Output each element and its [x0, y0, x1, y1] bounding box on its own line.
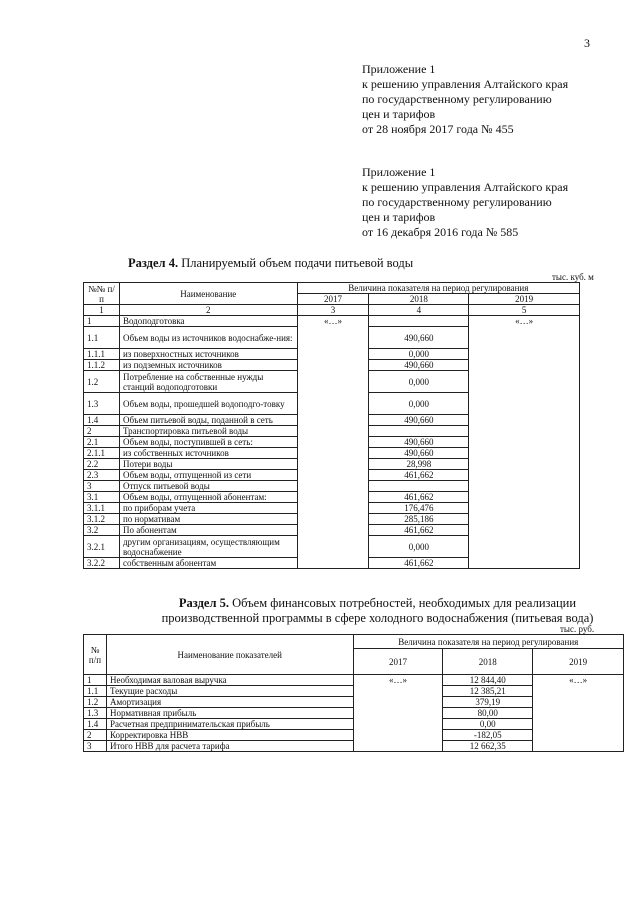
value-2018: 28,998	[369, 459, 469, 470]
section4-units: тыс. куб. м	[552, 272, 594, 282]
value-2018: 379,19	[443, 697, 533, 708]
section5-units: тыс. руб.	[560, 624, 595, 634]
value-2018: 0,000	[369, 393, 469, 415]
section4-title-text: Планируемый объем подачи питьевой воды	[178, 256, 414, 270]
row-name: Потребление на собственные нужды станций водоподготовки	[119, 371, 297, 393]
row-num: 1.1	[84, 327, 120, 349]
appendix-line: цен и тарифов	[362, 107, 436, 121]
row-name: другим организациям, осуществляющим водоснабжение	[119, 536, 297, 558]
header-period: Величина показателя на период регулирования	[297, 283, 579, 294]
value-2018: 0,000	[369, 371, 469, 393]
row-name: Потери воды	[119, 459, 297, 470]
row-name: Расчетная предпринимательская прибыль	[106, 719, 353, 730]
value-2018: 490,660	[369, 437, 469, 448]
appendix-block-1	[362, 62, 568, 137]
section5-title	[130, 596, 625, 626]
row-num: 1.3	[84, 708, 107, 719]
appendix-line: от 16 декабря 2016 года № 585	[362, 225, 519, 239]
value-2018: 461,662	[369, 470, 469, 481]
appendix-line: цен и тарифов	[362, 210, 436, 224]
row-num: 1	[84, 316, 120, 327]
row-num: 1.1.2	[84, 360, 120, 371]
appendix-line: по государственному регулированию	[362, 92, 552, 106]
row-num: 2.1.1	[84, 448, 120, 459]
row-num: 2.3	[84, 470, 120, 481]
header-name: Наименование показателей	[106, 635, 353, 675]
section4-title-bold: Раздел 4.	[128, 256, 179, 270]
row-num: 2.2	[84, 459, 120, 470]
row-num: 1.1.1	[84, 349, 120, 360]
index-cell: 2	[119, 305, 297, 316]
row-name: Текущие расходы	[106, 686, 353, 697]
value-2018: 12 844,40	[443, 675, 533, 686]
value-2018: 490,660	[369, 415, 469, 426]
header-num: №№ п/п	[84, 283, 120, 305]
value-2018	[369, 316, 469, 327]
value-2018: 461,662	[369, 492, 469, 503]
row-name: Корректировка НВВ	[106, 730, 353, 741]
header-num: № п/п	[84, 635, 107, 675]
table-row	[84, 316, 580, 327]
index-cell: 4	[369, 305, 469, 316]
row-name: Объем воды, поступившей в сеть:	[119, 437, 297, 448]
appendix-line: от 28 ноября 2017 года № 455	[362, 122, 514, 136]
appendix-block-2	[362, 165, 568, 240]
row-num: 3.2	[84, 525, 120, 536]
value-2018: 0,000	[369, 536, 469, 558]
row-name: Объем воды из источников водоснабже-ния:	[119, 327, 297, 349]
row-num: 1.3	[84, 393, 120, 415]
header-name: Наименование	[119, 283, 297, 305]
row-num: 3.1	[84, 492, 120, 503]
row-name: Транспортировка питьевой воды	[119, 426, 297, 437]
header-year-2017: 2017	[353, 649, 443, 675]
index-cell: 3	[297, 305, 369, 316]
value-2019-ellipsis: «…»	[533, 675, 624, 752]
section4-table	[83, 282, 580, 569]
header-year-2019: 2019	[533, 649, 624, 675]
header-year-2019: 2019	[469, 294, 580, 305]
section5-table	[83, 634, 624, 752]
row-num: 1	[84, 675, 107, 686]
section5-title-bold: Раздел 5.	[178, 596, 229, 610]
row-name: Объем воды, прошедшей водоподго-товку	[119, 393, 297, 415]
row-name: По абонентам	[119, 525, 297, 536]
page-number: 3	[584, 36, 590, 50]
value-2019-ellipsis: «…»	[469, 316, 580, 569]
row-num: 2.1	[84, 437, 120, 448]
value-2018	[369, 426, 469, 437]
value-2017-ellipsis: «…»	[297, 316, 369, 569]
header-year-2017: 2017	[297, 294, 369, 305]
value-2018: 80,00	[443, 708, 533, 719]
row-num: 1.4	[84, 415, 120, 426]
row-num: 3.2.2	[84, 558, 120, 569]
index-cell: 5	[469, 305, 580, 316]
table-row	[84, 675, 624, 686]
row-num: 1.2	[84, 371, 120, 393]
appendix-line: Приложение 1	[362, 165, 436, 179]
row-num: 3	[84, 741, 107, 752]
row-num: 3.1.1	[84, 503, 120, 514]
row-name: Отпуск питьевой воды	[119, 481, 297, 492]
row-name: Необходимая валовая выручка	[106, 675, 353, 686]
value-2018: 0,000	[369, 349, 469, 360]
row-num: 2	[84, 426, 120, 437]
appendix-line: Приложение 1	[362, 62, 436, 76]
value-2018: 490,660	[369, 360, 469, 371]
row-name: Амортизация	[106, 697, 353, 708]
appendix-line: к решению управления Алтайского края	[362, 180, 569, 194]
row-num: 3	[84, 481, 120, 492]
value-2018: 176,476	[369, 503, 469, 514]
row-num: 1.4	[84, 719, 107, 730]
header-year-2018: 2018	[443, 649, 533, 675]
appendix-line: к решению управления Алтайского края	[362, 77, 569, 91]
section4-title	[128, 256, 413, 271]
row-num: 3.2.1	[84, 536, 120, 558]
value-2018: -182,05	[443, 730, 533, 741]
row-num: 1.2	[84, 697, 107, 708]
value-2018: 285,186	[369, 514, 469, 525]
row-name: Итого НВВ для расчета тарифа	[106, 741, 353, 752]
row-name: Нормативная прибыль	[106, 708, 353, 719]
index-cell: 1	[84, 305, 120, 316]
value-2018: 0,00	[443, 719, 533, 730]
value-2018: 490,660	[369, 448, 469, 459]
section5-title-text: Объем финансовых потребностей, необходимых для реализации производственной программы в сфере холодного водоснабжения (питьевая вода)	[161, 596, 594, 625]
row-name: Объем питьевой воды, поданной в сеть	[119, 415, 297, 426]
row-name: по приборам учета	[119, 503, 297, 514]
row-name: из собственных источников	[119, 448, 297, 459]
value-2018: 12 385,21	[443, 686, 533, 697]
row-name: из поверхностных источников	[119, 349, 297, 360]
row-name: Водоподготовка	[119, 316, 297, 327]
row-num: 3.1.2	[84, 514, 120, 525]
value-2018: 461,662	[369, 558, 469, 569]
value-2018	[369, 481, 469, 492]
header-year-2018: 2018	[369, 294, 469, 305]
value-2018: 490,660	[369, 327, 469, 349]
appendix-line: по государственному регулированию	[362, 195, 552, 209]
row-num: 2	[84, 730, 107, 741]
row-name: Объем воды, отпущенной из сети	[119, 470, 297, 481]
header-period: Величина показателя на период регулирования	[353, 635, 623, 649]
row-name: Объем воды, отпущенной абонентам:	[119, 492, 297, 503]
row-name: собственным абонентам	[119, 558, 297, 569]
row-name: из подземных источников	[119, 360, 297, 371]
value-2017-ellipsis: «…»	[353, 675, 443, 752]
value-2018: 12 662,35	[443, 741, 533, 752]
row-num: 1.1	[84, 686, 107, 697]
row-name: по нормативам	[119, 514, 297, 525]
value-2018: 461,662	[369, 525, 469, 536]
